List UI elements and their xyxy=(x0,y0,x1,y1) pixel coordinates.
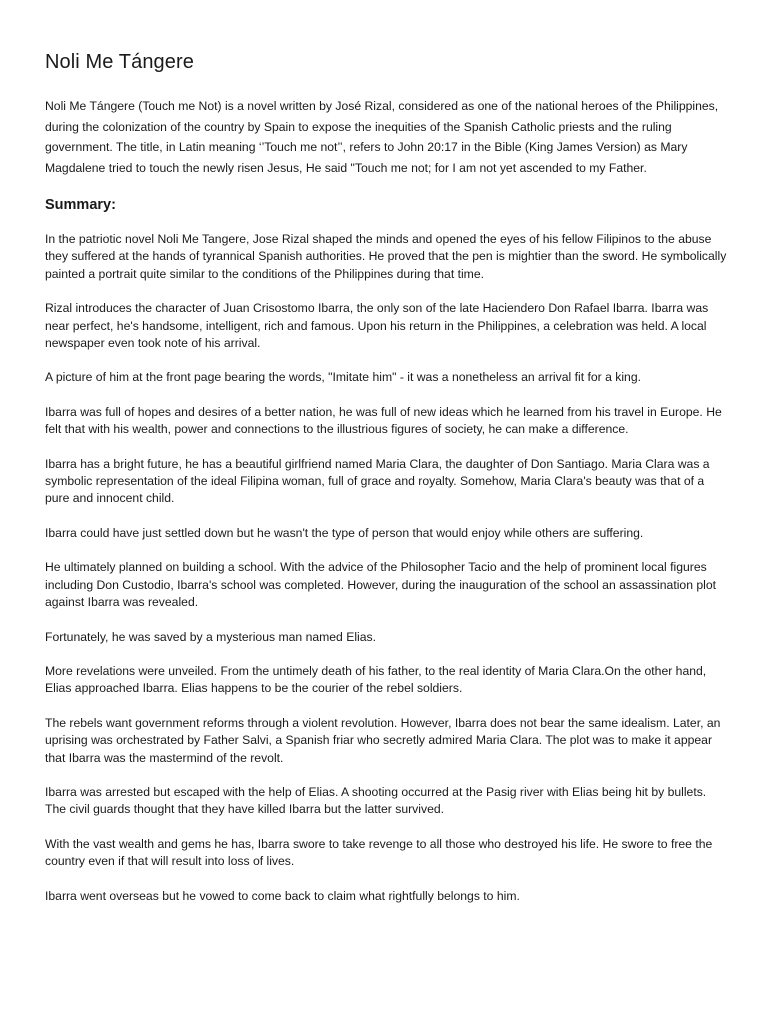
summary-paragraph: More revelations were unveiled. From the untimely death of his father, to the real identity of Maria Clara.On the other hand, Elias approached Ibarra. Elias happens to be the courier of the rebel soldiers. xyxy=(45,663,707,696)
summary-paragraph: A picture of him at the front page bearing the words, "Imitate him" - it was a nonetheless an arrival fit for a king. xyxy=(45,370,641,385)
summary-paragraph: The rebels want government reforms through a violent revolution. However, Ibarra does not bear the same idealism. Later, an uprising was orchestrated by Father Salvi, a Spanish friar who secretly admired Maria Clara. The plot was to make it appear that Ibarra was the mastermind of the revolt. xyxy=(45,715,721,765)
document-title: Noli Me Tángere xyxy=(45,51,194,73)
summary-heading: Summary: xyxy=(45,197,116,213)
summary-paragraph: Ibarra has a bright future, he has a beautiful girlfriend named Maria Clara, the daughter of Don Santiago. Maria Clara was a symbolic representation of the ideal Filipina woman, full of grace and royalty. Somehow, Maria Clara's beauty was that of a pure and innocent child. xyxy=(45,456,710,506)
summary-paragraph: Fortunately, he was saved by a mysterious man named Elias. xyxy=(45,629,377,644)
summary-paragraph: Rizal introduces the character of Juan Crisostomo Ibarra, the only son of the late Haciendero Don Rafael Ibarra. Ibarra was near perfect, he's handsome, intelligent, rich and famous. Upon his return in the Philippines, a celebration was held. A local newspaper even took note of his arrival. xyxy=(45,301,709,351)
intro-paragraph: Noli Me Tángere (Touch me Not) is a novel written by José Rizal, considered as one of the national heroes of the Philippines, during the colonization of the country by Spain to expose the inequities of the Spanish Catholic priests and the ruling government. The title, in Latin meaning ‘’Touch me not’’, refers to John 20:17 in the Bible (King James Version) as Mary Magdalene tried to touch the newly risen Jesus, He said "Touch me not; for I am not yet ascended to my Father. xyxy=(45,99,719,175)
summary-paragraph: Ibarra was full of hopes and desires of a better nation, he was full of new ideas which he learned from his travel in Europe. He felt that with his wealth, power and connections to the illustrious figures of society, he can make a difference. xyxy=(45,404,722,437)
summary-paragraph: Ibarra was arrested but escaped with the help of Elias. A shooting occurred at the Pasig river with Elias being hit by bullets. The civil guards thought that they have killed Ibarra but the latter survived. xyxy=(45,784,707,817)
summary-paragraph: With the vast wealth and gems he has, Ibarra swore to take revenge to all those who destroyed his life. He swore to free the country even if that will result into loss of lives. xyxy=(45,836,713,869)
summary-paragraph: Ibarra went overseas but he vowed to come back to claim what rightfully belongs to him. xyxy=(45,888,520,903)
summary-paragraph: He ultimately planned on building a school. With the advice of the Philosopher Tacio and the help of prominent local figures including Don Custodio, Ibarra's school was completed. However, during the inauguration of the school an assassination plot against Ibarra was revealed. xyxy=(45,560,717,610)
summary-paragraph: Ibarra could have just settled down but he wasn't the type of person that would enjoy while others are suffering. xyxy=(45,525,644,540)
summary-paragraph: In the patriotic novel Noli Me Tangere, Jose Rizal shaped the minds and opened the eyes of his fellow Filipinos to the abuse they suffered at the hands of tyrannical Spanish authorities. He proved that the pen is mightier than the sword. He symbolically painted a portrait quite similar to the conditions of the Philippines during that time. xyxy=(45,232,727,281)
